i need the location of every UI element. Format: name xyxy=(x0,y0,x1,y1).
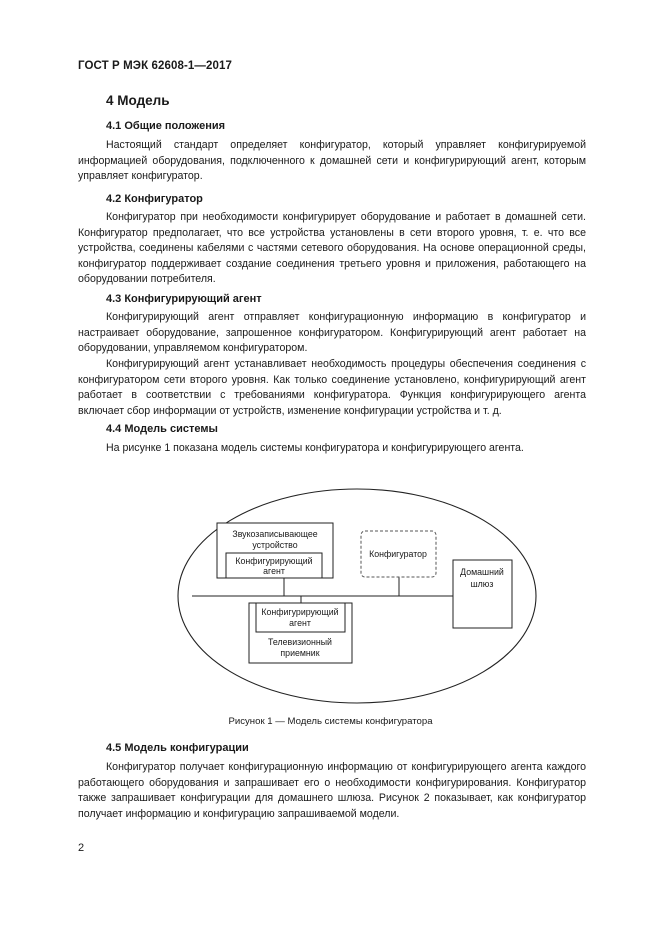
paragraph-4-1: Настоящий стандарт определяет конфигуратор, который управляет конфигурируемой информацией оборудования, подключенного к домашней сети и конфигурирующий агент, которым управляет конфигуратор. xyxy=(78,139,586,183)
recorder-label-line2: устройство xyxy=(252,540,298,550)
heading-4-2: 4.2 Конфигуратор xyxy=(106,193,203,205)
recorder-agent-label-line1: Конфигурирующий xyxy=(235,556,313,566)
heading-4-3: 4.3 Конфигурирующий агент xyxy=(106,293,262,305)
paragraph-4-3-2: Конфигурирующий агент устанавливает необходимость процедуры обеспечения соединения с конфигуратором сети второго уровня. Как только соединение установлено, конфигурирующий агент работает в соответствии с требованиями конфигуратора. Функция конфигурирующего агента включает сбор информации от устройств, изменение конфигурации устройства и т. д. xyxy=(78,358,586,417)
paragraph-4-2: Конфигуратор при необходимости конфигурирует оборудование и работает в домашней сети. Конфигуратор предполагает, что все устройства установлены в сети второго уровня, т. е. что все устройства, соединены кабелями с частями сетевого оборудования. На основе операционной среды, конфигуратор поддерживает создание соединения третьего уровня и приложения, работающего на оборудовании потребителя. xyxy=(78,211,586,286)
home-gateway-label-line1: Домашний xyxy=(460,567,504,577)
tv-receiver-label-line2: приемник xyxy=(280,648,320,658)
heading-4-5: 4.5 Модель конфигурации xyxy=(106,742,249,754)
paragraph-4-3-1: Конфигурирующий агент отправляет конфигурационную информацию в конфигуратор и настраивает оборудование, запрошенное конфигуратором. Конфигурирующий агент работает на оборудовании, управляемом конфигуратором. xyxy=(78,311,586,355)
recorder-label-line1: Звукозаписывающее xyxy=(232,529,318,539)
home-gateway-label-line2: шлюз xyxy=(470,579,494,589)
heading-4-4: 4.4 Модель системы xyxy=(106,423,218,435)
paragraph-4-5: Конфигуратор получает конфигурационную информацию от конфигурирующего агента каждого работающего оборудования и запрашивает его о необходимости конфигурирования. Конфигуратор также запрашивает конфигурации для домашнего шлюза. Рисунок 2 показывает, как конфигуратор получает информацию и конфигурацию запрашиваемой модели. xyxy=(78,761,586,820)
paragraph-4-4: На рисунке 1 показана модель системы конфигуратора и конфигурирующего агента. xyxy=(106,442,524,454)
heading-4-1: 4.1 Общие положения xyxy=(106,120,226,132)
page-number: 2 xyxy=(78,842,85,854)
tv-agent-label-line2: агент xyxy=(289,618,311,628)
tv-receiver-label-line1: Телевизионный xyxy=(268,637,332,647)
tv-agent-label-line1: Конфигурирующий xyxy=(261,607,339,617)
figure-caption: Рисунок 1 — Модель системы конфигуратора xyxy=(228,716,433,727)
configurator-label: Конфигуратор xyxy=(369,549,427,559)
section-heading-4: 4 Модель xyxy=(106,93,170,108)
document-header: ГОСТ Р МЭК 62608-1—2017 xyxy=(78,60,232,72)
recorder-agent-label-line2: агент xyxy=(263,566,285,576)
